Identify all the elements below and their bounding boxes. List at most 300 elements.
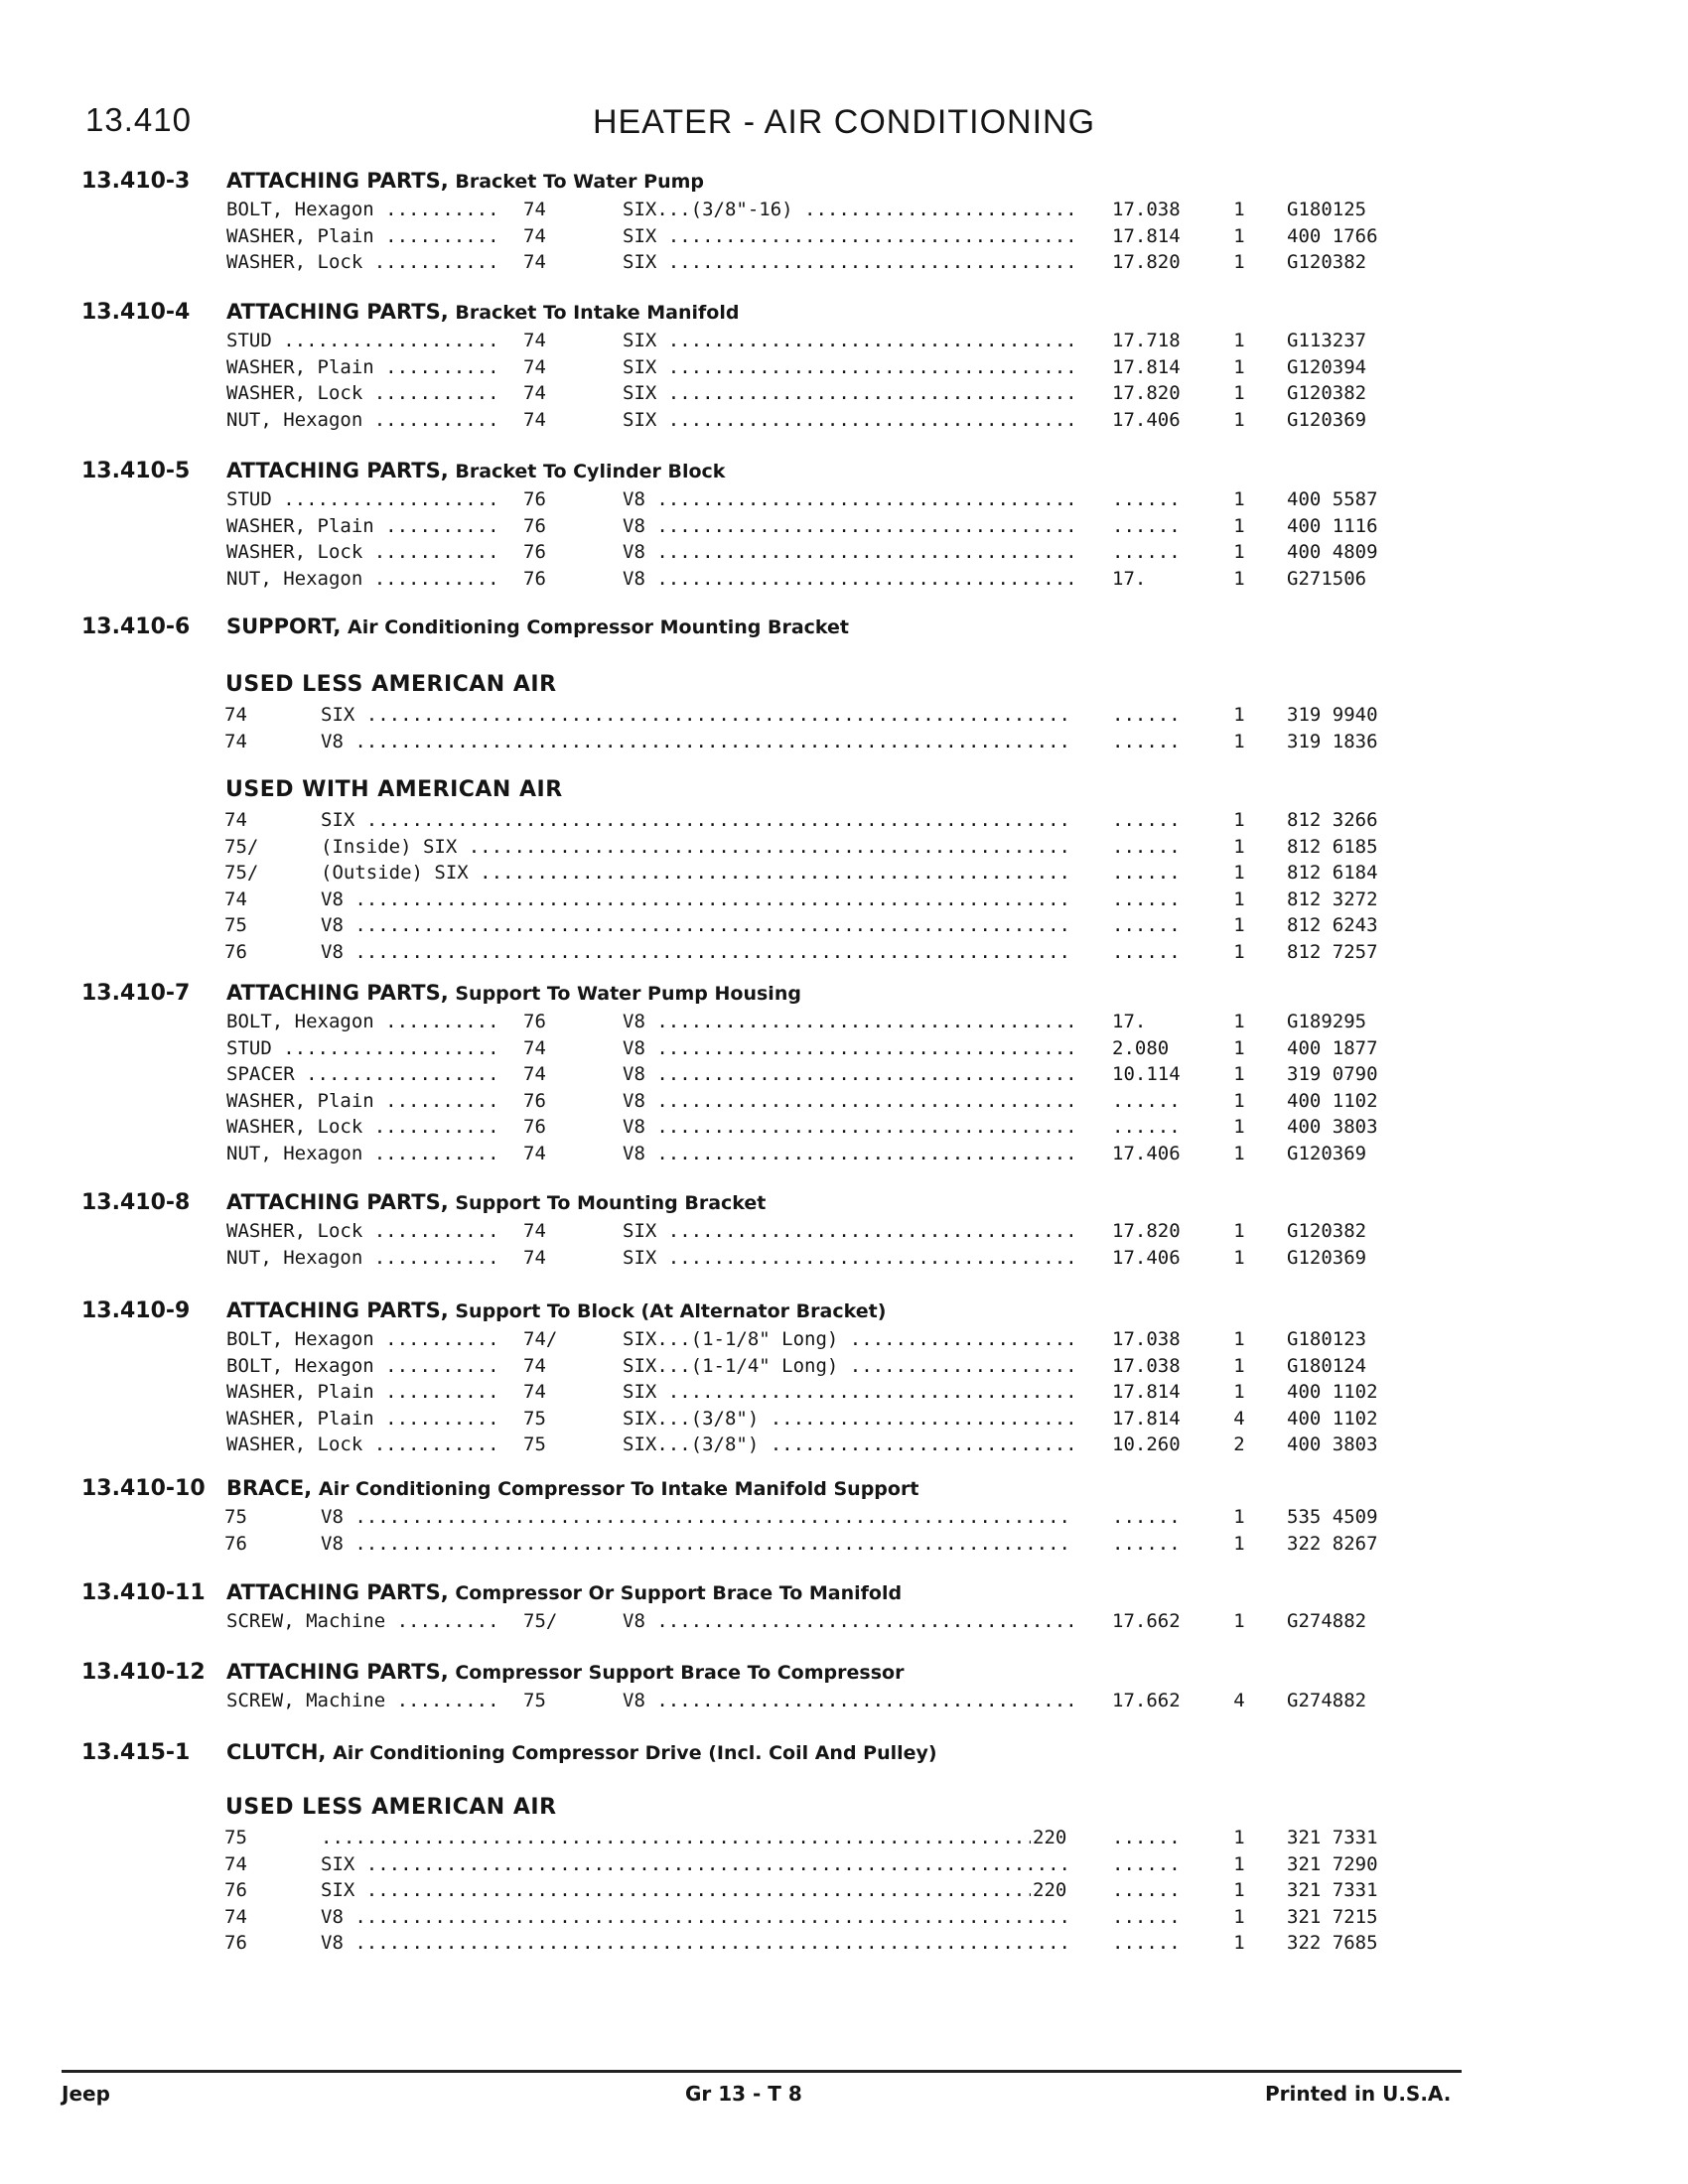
- model-year: 76: [523, 1089, 546, 1112]
- table-row: [0, 1879, 1688, 1905]
- section-title: [226, 1190, 766, 1214]
- engine-spec: SIX .....: [623, 1247, 1074, 1269]
- table-row: [0, 251, 1688, 277]
- model-year: 75/: [523, 1610, 558, 1632]
- section-title: [226, 1298, 886, 1322]
- part-number: 400 5587: [1287, 488, 1378, 510]
- table-row: [0, 1853, 1688, 1879]
- quantity: 1: [1233, 1011, 1245, 1032]
- model-year: 74: [523, 1063, 546, 1085]
- table-row: [0, 382, 1688, 408]
- engine-spec: SIX .....: [623, 382, 1074, 404]
- part-number: 400 1102: [1287, 1381, 1378, 1403]
- quantity: 1: [1233, 730, 1245, 752]
- section-keyword: ATTACHING PARTS,: [226, 1580, 449, 1604]
- section-title: [226, 1740, 937, 1764]
- group-reference: 2.080: [1112, 1036, 1170, 1059]
- quantity: 1: [1233, 1063, 1245, 1085]
- part-name: STUD .....: [226, 1037, 499, 1059]
- part-name: NUT, Hexagon .....: [226, 1143, 499, 1164]
- footer-group-code: Gr 13 - T 8: [685, 2082, 802, 2106]
- part-name: NUT, Hexagon .....: [226, 1247, 499, 1269]
- model-year: 74: [224, 1905, 247, 1928]
- group-reference: 17.820: [1112, 382, 1181, 404]
- group-reference: ......: [1112, 488, 1181, 510]
- part-number: G189295: [1287, 1011, 1367, 1032]
- part-number: 321 7331: [1287, 1879, 1378, 1901]
- engine-spec: V8 .....: [321, 1533, 1073, 1555]
- section-description: Support To Block (At Alternator Bracket): [455, 1300, 887, 1322]
- table-row: [0, 888, 1688, 914]
- part-number: 812 3266: [1287, 809, 1378, 831]
- quantity: 1: [1233, 567, 1245, 590]
- part-number: G120382: [1287, 382, 1367, 404]
- model-year: 75: [224, 1506, 247, 1528]
- model-year: 75/: [224, 835, 259, 858]
- group-reference: 17.820: [1112, 251, 1181, 273]
- part-number: 812 7257: [1287, 940, 1378, 963]
- part-number: 400 1102: [1287, 1407, 1378, 1430]
- part-name: NUT, Hexagon .....: [226, 568, 499, 590]
- section-number: 13.410-6: [81, 614, 191, 639]
- quantity: 1: [1233, 541, 1245, 563]
- part-number: 319 9940: [1287, 704, 1378, 726]
- model-year: 75: [224, 914, 247, 936]
- section-keyword: ATTACHING PARTS,: [226, 459, 449, 482]
- model-year: 74: [523, 251, 546, 273]
- part-name: WASHER, Plain .....: [226, 225, 499, 247]
- part-name: SCREW, Machine .....: [226, 1690, 499, 1711]
- part-number: G120394: [1287, 355, 1367, 378]
- part-number: 400 1102: [1287, 1089, 1378, 1112]
- section-description: Bracket To Cylinder Block: [455, 461, 726, 482]
- part-number: 322 7685: [1287, 1932, 1378, 1954]
- engine-spec: [321, 1827, 1031, 1848]
- model-year: 75/: [224, 862, 259, 884]
- part-name: WASHER, Lock .....: [226, 1116, 499, 1138]
- quantity: 1: [1233, 382, 1245, 404]
- part-name: WASHER, Plain .....: [226, 515, 499, 537]
- engine-spec: V8 .....: [623, 515, 1074, 537]
- part-name: WASHER, Lock .....: [226, 382, 499, 404]
- quantity: 1: [1233, 704, 1245, 726]
- quantity: 1: [1233, 1328, 1245, 1350]
- group-reference: 17.406: [1112, 408, 1181, 431]
- section-description: Air Conditioning Compressor To Intake Manifold Support: [318, 1478, 919, 1500]
- group-reference: 17.406: [1112, 1246, 1181, 1269]
- model-year: 74: [523, 1036, 546, 1059]
- part-number: G180124: [1287, 1354, 1367, 1377]
- table-row: [0, 1610, 1688, 1636]
- model-year: 74: [523, 408, 546, 431]
- engine-spec: SIX .....: [321, 809, 1073, 831]
- engine-spec: V8 .....: [623, 568, 1074, 590]
- model-year: 76: [523, 567, 546, 590]
- engine-spec: V8 .....: [623, 1037, 1074, 1059]
- group-reference: 17.814: [1112, 355, 1181, 378]
- section-title: [226, 300, 739, 324]
- group-reference: 17.662: [1112, 1690, 1181, 1711]
- engine-spec: SIX .....: [623, 1220, 1074, 1242]
- group-reference: ......: [1112, 914, 1181, 936]
- part-name: WASHER, Plain .....: [226, 1090, 499, 1112]
- group-reference: ......: [1112, 940, 1181, 963]
- table-row: [0, 1690, 1688, 1715]
- table-row: [0, 704, 1688, 730]
- quantity: 1: [1233, 914, 1245, 936]
- group-reference: 10.260: [1112, 1433, 1181, 1455]
- page-number: 13.410: [85, 101, 192, 138]
- engine-spec: SIX .....: [623, 251, 1074, 273]
- table-row: [0, 941, 1688, 967]
- part-number: 321 7331: [1287, 1827, 1378, 1848]
- group-reference: 17.038: [1112, 1354, 1181, 1377]
- quantity: 1: [1233, 1354, 1245, 1377]
- group-reference: ......: [1112, 541, 1181, 563]
- section-number: 13.410-10: [81, 1476, 206, 1501]
- part-number: G274882: [1287, 1610, 1367, 1632]
- table-row: [0, 1143, 1688, 1168]
- model-year: 75: [523, 1433, 546, 1455]
- part-number: 321 7290: [1287, 1852, 1378, 1875]
- group-reference: ......: [1112, 1506, 1181, 1528]
- engine-spec: V8 .....: [623, 1090, 1074, 1112]
- section-number: 13.410-12: [81, 1660, 206, 1685]
- table-row: [0, 1533, 1688, 1559]
- part-number: 400 1116: [1287, 514, 1378, 537]
- table-row: [0, 1381, 1688, 1407]
- section-number: 13.410-3: [81, 169, 191, 194]
- group-reference: 17.662: [1112, 1610, 1181, 1632]
- table-row: [0, 199, 1688, 224]
- table-row: [0, 914, 1688, 940]
- group-reference: ......: [1112, 1932, 1181, 1954]
- model-year: 76: [523, 541, 546, 563]
- group-reference: ......: [1112, 1852, 1181, 1875]
- section-keyword: CLUTCH,: [226, 1740, 327, 1764]
- engine-spec: SIX...(1-1/8" Long) .....: [623, 1328, 1074, 1350]
- model-year: 74: [224, 887, 247, 910]
- subsection-heading: USED LESS AMERICAN AIR: [225, 672, 557, 697]
- quantity: 1: [1233, 488, 1245, 510]
- part-number: 319 1836: [1287, 730, 1378, 752]
- group-reference: 17.: [1112, 1011, 1147, 1032]
- part-name: WASHER, Plain .....: [226, 1408, 499, 1430]
- engine-spec: SIX .....: [321, 1879, 1031, 1901]
- quantity: 1: [1233, 355, 1245, 378]
- engine-spec: V8 .....: [321, 731, 1073, 752]
- section-number: 13.410-5: [81, 459, 191, 483]
- part-number: G274882: [1287, 1690, 1367, 1711]
- engine-spec: SIX...(1-1/4" Long) .....: [623, 1355, 1074, 1377]
- part-number: G180123: [1287, 1328, 1367, 1350]
- engine-spec: V8 .....: [321, 888, 1073, 910]
- group-reference: 17.820: [1112, 1220, 1181, 1242]
- quantity: 1: [1233, 1932, 1245, 1954]
- quantity: 1: [1233, 1220, 1245, 1242]
- model-year: 76: [224, 940, 247, 963]
- engine-spec: V8 .....: [623, 1610, 1074, 1632]
- part-number: G180125: [1287, 199, 1367, 220]
- table-row: [0, 225, 1688, 251]
- engine-spec: V8 .....: [623, 1143, 1074, 1164]
- quantity: 1: [1233, 835, 1245, 858]
- part-name: WASHER, Lock .....: [226, 1433, 499, 1455]
- table-row: [0, 1906, 1688, 1932]
- table-row: [0, 541, 1688, 567]
- part-name: SPACER .....: [226, 1063, 499, 1085]
- group-reference: ......: [1112, 1879, 1181, 1901]
- engine-spec: V8 .....: [321, 1506, 1073, 1528]
- part-number: G120369: [1287, 1142, 1367, 1164]
- group-reference: 10.114: [1112, 1063, 1181, 1085]
- section-number: 13.410-8: [81, 1190, 191, 1215]
- model-year: 74: [523, 1246, 546, 1269]
- page-title: HEATER - AIR CONDITIONING: [592, 103, 1096, 141]
- section-description: Bracket To Intake Manifold: [455, 302, 740, 324]
- engine-spec: V8 .....: [623, 488, 1074, 510]
- part-name: WASHER, Lock .....: [226, 541, 499, 563]
- section-number: 13.410-11: [81, 1580, 206, 1605]
- group-reference: ......: [1112, 835, 1181, 858]
- group-reference: ......: [1112, 1532, 1181, 1555]
- model-year: 76: [523, 488, 546, 510]
- section-keyword: ATTACHING PARTS,: [226, 169, 449, 193]
- quantity: 1: [1233, 1089, 1245, 1112]
- part-name: NUT, Hexagon .....: [226, 409, 499, 431]
- part-name: WASHER, Plain .....: [226, 1381, 499, 1403]
- quantity: 1: [1233, 1036, 1245, 1059]
- section-description: Support To Water Pump Housing: [455, 983, 801, 1005]
- section-description: Compressor Or Support Brace To Manifold: [455, 1582, 903, 1604]
- part-number: G271506: [1287, 567, 1367, 590]
- footer-rule: [62, 2070, 1462, 2073]
- model-year: 74: [224, 704, 247, 726]
- group-reference: 17.038: [1112, 199, 1181, 220]
- table-row: [0, 1220, 1688, 1246]
- table-row: [0, 731, 1688, 756]
- part-name: WASHER, Plain .....: [226, 356, 499, 378]
- quantity: 4: [1233, 1690, 1245, 1711]
- table-row: [0, 1090, 1688, 1116]
- part-number: 400 4809: [1287, 541, 1378, 563]
- model-year: 75: [523, 1407, 546, 1430]
- part-number: G120369: [1287, 1246, 1367, 1269]
- part-number: 400 3803: [1287, 1433, 1378, 1455]
- part-number: 812 6185: [1287, 835, 1378, 858]
- part-number: 322 8267: [1287, 1532, 1378, 1555]
- quantity: 1: [1233, 224, 1245, 247]
- table-row: [0, 330, 1688, 355]
- quantity: 1: [1233, 809, 1245, 831]
- table-row: [0, 1063, 1688, 1089]
- group-reference: 17.814: [1112, 1381, 1181, 1403]
- part-number: G120369: [1287, 408, 1367, 431]
- engine-spec: V8 .....: [623, 541, 1074, 563]
- quantity: 1: [1233, 1142, 1245, 1164]
- section-title: [226, 459, 725, 482]
- quantity: 1: [1233, 1246, 1245, 1269]
- part-number: 400 1877: [1287, 1036, 1378, 1059]
- part-number: 400 1766: [1287, 224, 1378, 247]
- section-number: 13.410-7: [81, 981, 191, 1006]
- quantity: 1: [1233, 1381, 1245, 1403]
- engine-spec: SIX .....: [623, 330, 1074, 351]
- part-name: STUD .....: [226, 488, 499, 510]
- model-year: 76: [224, 1879, 247, 1901]
- quantity: 1: [1233, 1506, 1245, 1528]
- quantity: 1: [1233, 1852, 1245, 1875]
- table-row: [0, 1506, 1688, 1532]
- model-year: 75: [523, 1690, 546, 1711]
- spec-code: 220: [1033, 1879, 1067, 1901]
- quantity: 1: [1233, 940, 1245, 963]
- part-number: G120382: [1287, 1220, 1367, 1242]
- part-name: WASHER, Lock .....: [226, 1220, 499, 1242]
- part-number: 400 3803: [1287, 1116, 1378, 1138]
- part-name: SCREW, Machine .....: [226, 1610, 499, 1632]
- model-year: 74: [523, 382, 546, 404]
- section-description: Air Conditioning Compressor Mounting Bracket: [348, 616, 850, 638]
- table-row: [0, 1116, 1688, 1142]
- table-row: [0, 488, 1688, 514]
- quantity: 1: [1233, 330, 1245, 351]
- group-reference: 17.406: [1112, 1142, 1181, 1164]
- part-name: STUD .....: [226, 330, 499, 351]
- quantity: 1: [1233, 1532, 1245, 1555]
- engine-spec: SIX...(3/8") .....: [623, 1408, 1074, 1430]
- model-year: 74: [523, 199, 546, 220]
- section-number: 13.410-4: [81, 300, 191, 325]
- group-reference: ......: [1112, 704, 1181, 726]
- section-title: [226, 1476, 918, 1500]
- quantity: 1: [1233, 1610, 1245, 1632]
- model-year: 74: [523, 1354, 546, 1377]
- section-title: [226, 981, 801, 1005]
- section-title: [226, 1580, 902, 1604]
- part-name: WASHER, Lock .....: [226, 251, 499, 273]
- part-name: BOLT, Hexagon .....: [226, 199, 499, 220]
- table-row: [0, 515, 1688, 541]
- section-number: 13.410-9: [81, 1298, 191, 1323]
- section-description: Bracket To Water Pump: [455, 171, 705, 193]
- table-row: [0, 862, 1688, 887]
- section-keyword: ATTACHING PARTS,: [226, 1660, 449, 1684]
- model-year: 74: [224, 730, 247, 752]
- engine-spec: (Inside) SIX .....: [321, 836, 1073, 858]
- group-reference: ......: [1112, 1089, 1181, 1112]
- engine-spec: V8 .....: [623, 1011, 1074, 1032]
- part-number: 812 6184: [1287, 862, 1378, 884]
- engine-spec: SIX .....: [623, 225, 1074, 247]
- model-year: 76: [523, 514, 546, 537]
- part-number: G113237: [1287, 330, 1367, 351]
- section-keyword: ATTACHING PARTS,: [226, 981, 449, 1005]
- group-reference: ......: [1112, 730, 1181, 752]
- table-row: [0, 1932, 1688, 1958]
- table-row: [0, 1011, 1688, 1036]
- group-reference: ......: [1112, 887, 1181, 910]
- engine-spec: SIX...(3/8"-16) .....: [623, 199, 1074, 220]
- table-row: [0, 1827, 1688, 1852]
- quantity: 1: [1233, 199, 1245, 220]
- engine-spec: V8 .....: [321, 1906, 1073, 1928]
- engine-spec: V8 .....: [623, 1116, 1074, 1138]
- section-title: [226, 169, 704, 193]
- quantity: 2: [1233, 1433, 1245, 1455]
- section-description: Support To Mounting Bracket: [455, 1192, 767, 1214]
- part-name: BOLT, Hexagon .....: [226, 1355, 499, 1377]
- table-row: [0, 1433, 1688, 1459]
- model-year: 75: [224, 1827, 247, 1848]
- quantity: 1: [1233, 514, 1245, 537]
- model-year: 74: [523, 1142, 546, 1164]
- table-row: [0, 356, 1688, 382]
- section-keyword: ATTACHING PARTS,: [226, 300, 449, 324]
- section-keyword: BRACE,: [226, 1476, 313, 1500]
- quantity: 1: [1233, 1116, 1245, 1138]
- table-row: [0, 1037, 1688, 1063]
- quantity: 1: [1233, 251, 1245, 273]
- model-year: 74: [523, 1220, 546, 1242]
- engine-spec: SIX .....: [321, 1853, 1073, 1875]
- group-reference: 17.814: [1112, 1407, 1181, 1430]
- table-row: [0, 1355, 1688, 1381]
- table-row: [0, 1247, 1688, 1273]
- table-row: [0, 1408, 1688, 1433]
- part-number: G120382: [1287, 251, 1367, 273]
- part-name: BOLT, Hexagon .....: [226, 1011, 499, 1032]
- model-year: 74: [523, 1381, 546, 1403]
- group-reference: ......: [1112, 1116, 1181, 1138]
- quantity: 1: [1233, 1879, 1245, 1901]
- section-number: 13.415-1: [81, 1740, 191, 1765]
- part-number: 812 6243: [1287, 914, 1378, 936]
- quantity: 4: [1233, 1407, 1245, 1430]
- section-keyword: ATTACHING PARTS,: [226, 1190, 449, 1214]
- engine-spec: SIX...(3/8") .....: [623, 1433, 1074, 1455]
- quantity: 1: [1233, 1827, 1245, 1848]
- spec-code: 220: [1033, 1827, 1067, 1848]
- group-reference: 17.038: [1112, 1328, 1181, 1350]
- group-reference: 17.: [1112, 567, 1147, 590]
- group-reference: ......: [1112, 514, 1181, 537]
- engine-spec: V8 .....: [321, 941, 1073, 963]
- section-title: [226, 614, 849, 638]
- section-description: Air Conditioning Compressor Drive (Incl. Coil And Pulley): [333, 1742, 937, 1764]
- quantity: 1: [1233, 887, 1245, 910]
- group-reference: ......: [1112, 862, 1181, 884]
- engine-spec: V8 .....: [321, 1932, 1073, 1954]
- quantity: 1: [1233, 1905, 1245, 1928]
- table-row: [0, 809, 1688, 835]
- engine-spec: SIX .....: [321, 704, 1073, 726]
- subsection-heading: USED LESS AMERICAN AIR: [225, 1795, 557, 1820]
- footer-brand: Jeep: [62, 2082, 110, 2106]
- section-title: [226, 1660, 904, 1684]
- section-keyword: ATTACHING PARTS,: [226, 1298, 449, 1322]
- engine-spec: V8 .....: [321, 914, 1073, 936]
- engine-spec: V8 .....: [623, 1690, 1074, 1711]
- engine-spec: SIX .....: [623, 409, 1074, 431]
- engine-spec: (Outside) SIX .....: [321, 862, 1073, 884]
- table-row: [0, 568, 1688, 594]
- group-reference: ......: [1112, 809, 1181, 831]
- part-number: 535 4509: [1287, 1506, 1378, 1528]
- engine-spec: V8 .....: [623, 1063, 1074, 1085]
- part-number: 812 3272: [1287, 887, 1378, 910]
- model-year: 74: [224, 1852, 247, 1875]
